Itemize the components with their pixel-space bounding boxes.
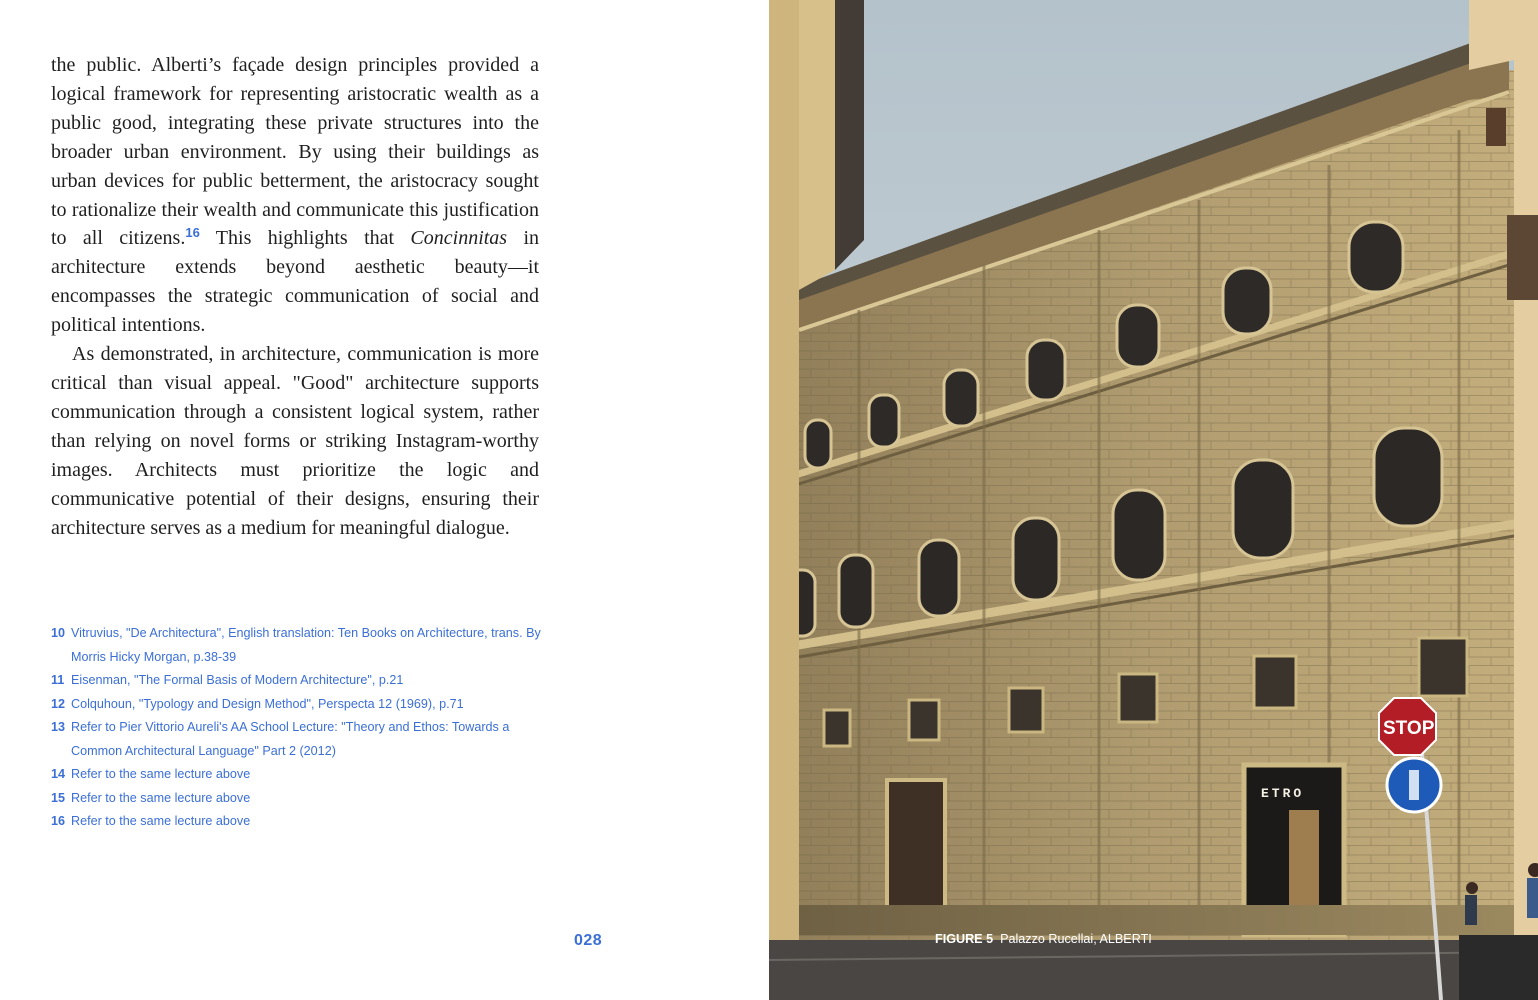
- footnote-item: [51, 716, 551, 763]
- footnote-text: Vitruvius, "De Architectura", English translation: Ten Books on Architecture, trans. By Morris Hicky Morgan, p.38-39: [71, 626, 541, 664]
- palazzo-rucellai-photo: [769, 0, 1538, 1000]
- footnotes-list: [51, 622, 551, 834]
- footnote-text: Refer to the same lecture above: [71, 814, 251, 828]
- figure-caption-text: Palazzo Rucellai, ALBERTI: [1000, 932, 1152, 946]
- footnote-number: 11: [51, 673, 65, 687]
- etro-sign: ETRO: [1261, 786, 1305, 801]
- paragraph-1-text-a: the public. Alberti’s façade design principles provided a logical framework for representing aristocratic wealth as a public good, integrating these private structures into the broader urban environment. By using their buildings as urban devices for public betterment, the aristocracy sought to rationalize their wealth and communicate this justification to all citizens.: [51, 54, 539, 250]
- footnote-item: [51, 669, 551, 693]
- paragraph-1-text-b: This highlights that: [199, 227, 411, 250]
- footnote-item: [51, 787, 551, 811]
- footnote-item: [51, 693, 551, 717]
- footnote-item: [51, 622, 551, 669]
- paragraph-1: [51, 51, 539, 340]
- footnote-text: Refer to Pier Vittorio Aureli's AA School Lecture: "Theory and Ethos: Towards a Common Architectural Language" Part 2 (2012): [71, 720, 510, 758]
- footnote-text: Colquhoun, "Typology and Design Method", Perspecta 12 (1969), p.71: [71, 696, 464, 711]
- footnote-number: 10: [51, 626, 66, 640]
- figure-caption: [935, 932, 1152, 946]
- paragraph-1-emphasis: Concinnitas: [410, 227, 508, 250]
- footnote-number: 12: [51, 696, 66, 711]
- paragraph-2: As demonstrated, in architecture, communication is more critical than visual appeal. "Good" architecture supports communication through a consistent logical system, rather than relying on novel forms or striking Instagram-worthy images. Architects must prioritize the logic and communicative potential of their designs, ensuring their architecture serves as a medium for meaningful dialogue.: [51, 343, 539, 539]
- footnote-number: 13: [51, 720, 66, 734]
- page-number: 028: [574, 932, 603, 949]
- footnote-ref-16[interactable]: 16: [185, 225, 200, 241]
- footnote-number: 16: [51, 814, 66, 828]
- footnote-number: 14: [51, 767, 66, 781]
- footnote-text: Refer to the same lecture above: [71, 767, 251, 781]
- figure-label: FIGURE 5: [935, 932, 994, 946]
- body-text: [51, 51, 539, 542]
- footnote-text: Eisenman, "The Formal Basis of Modern Architecture", p.21: [71, 673, 404, 687]
- footnote-item: [51, 810, 551, 834]
- footnote-item: [51, 763, 551, 787]
- footnote-number: 15: [51, 790, 66, 805]
- stop-sign: STOP: [1383, 718, 1435, 739]
- paragraph-1-text-c: in architecture extends beyond aesthetic beauty—it encompasses the strategic communication of social and political intentions.: [51, 227, 540, 337]
- footnote-text: Refer to the same lecture above: [71, 790, 251, 805]
- right-page: [769, 0, 1538, 1000]
